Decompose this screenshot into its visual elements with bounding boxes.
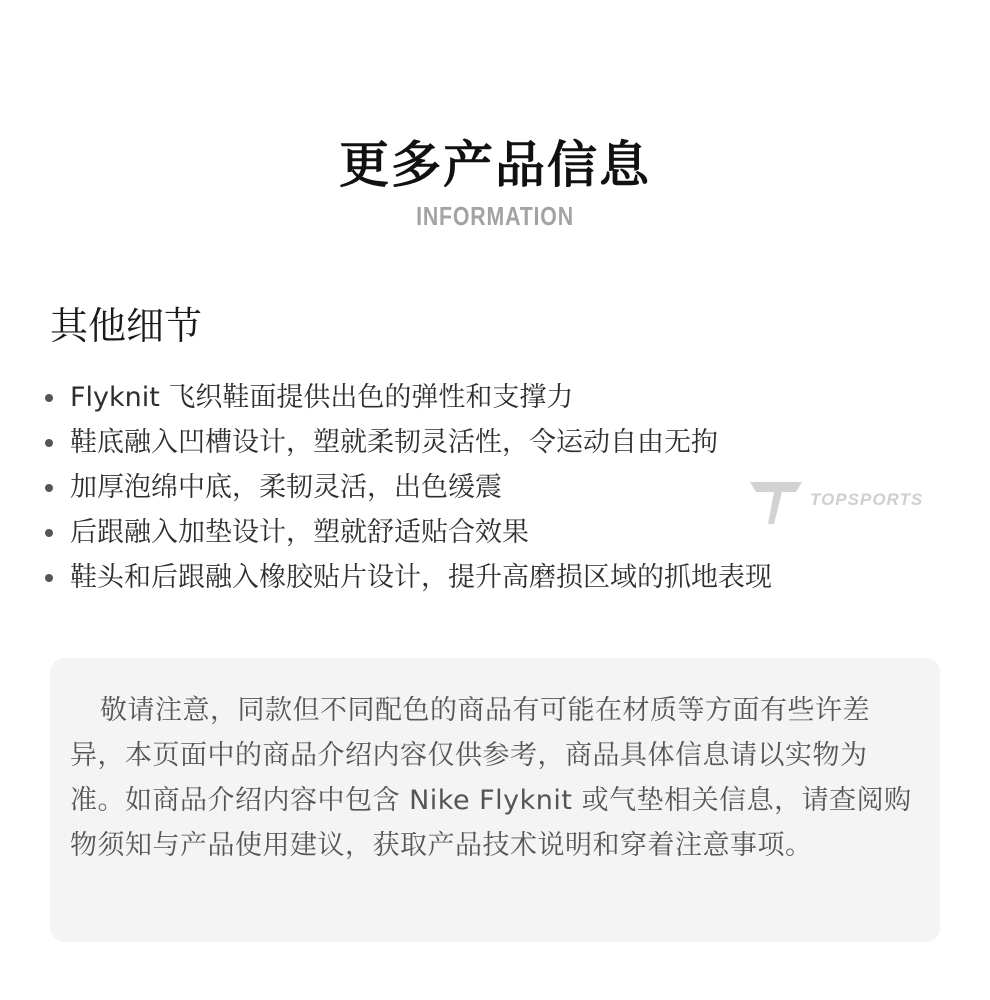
watermark-text: TOPSPORTS: [810, 490, 924, 509]
list-item: 加厚泡绵中底，柔韧灵活，出色缓震: [40, 465, 772, 510]
details-heading: 其他细节: [50, 304, 203, 348]
list-item: 后跟融入加垫设计，塑就舒适贴合效果: [40, 510, 772, 555]
page-subtitle: INFORMATION: [416, 201, 574, 231]
list-item: 鞋底融入凹槽设计，塑就柔韧灵活性，令运动自由无拘: [40, 420, 772, 465]
notice-text: 敬请注意，同款但不同配色的商品有可能在材质等方面有些许差异，本页面中的商品介绍内容仅供参考，商品具体信息请以实物为准。如商品介绍内容中包含 Nike Flyknit 或气垫相关信息，请查阅购物须知与产品使用建议，获取产品技术说明和穿着注意事项。: [70, 695, 912, 861]
list-item: 鞋头和后跟融入橡胶贴片设计，提升高磨损区域的抓地表现: [40, 555, 772, 600]
topsports-watermark: [748, 478, 938, 526]
list-item: Flyknit 飞织鞋面提供出色的弹性和支撑力: [40, 375, 772, 420]
notice-box: [50, 658, 940, 942]
topsports-t-logo-icon: [748, 478, 808, 526]
details-list: [40, 375, 772, 600]
page-title: 更多产品信息: [339, 136, 651, 194]
